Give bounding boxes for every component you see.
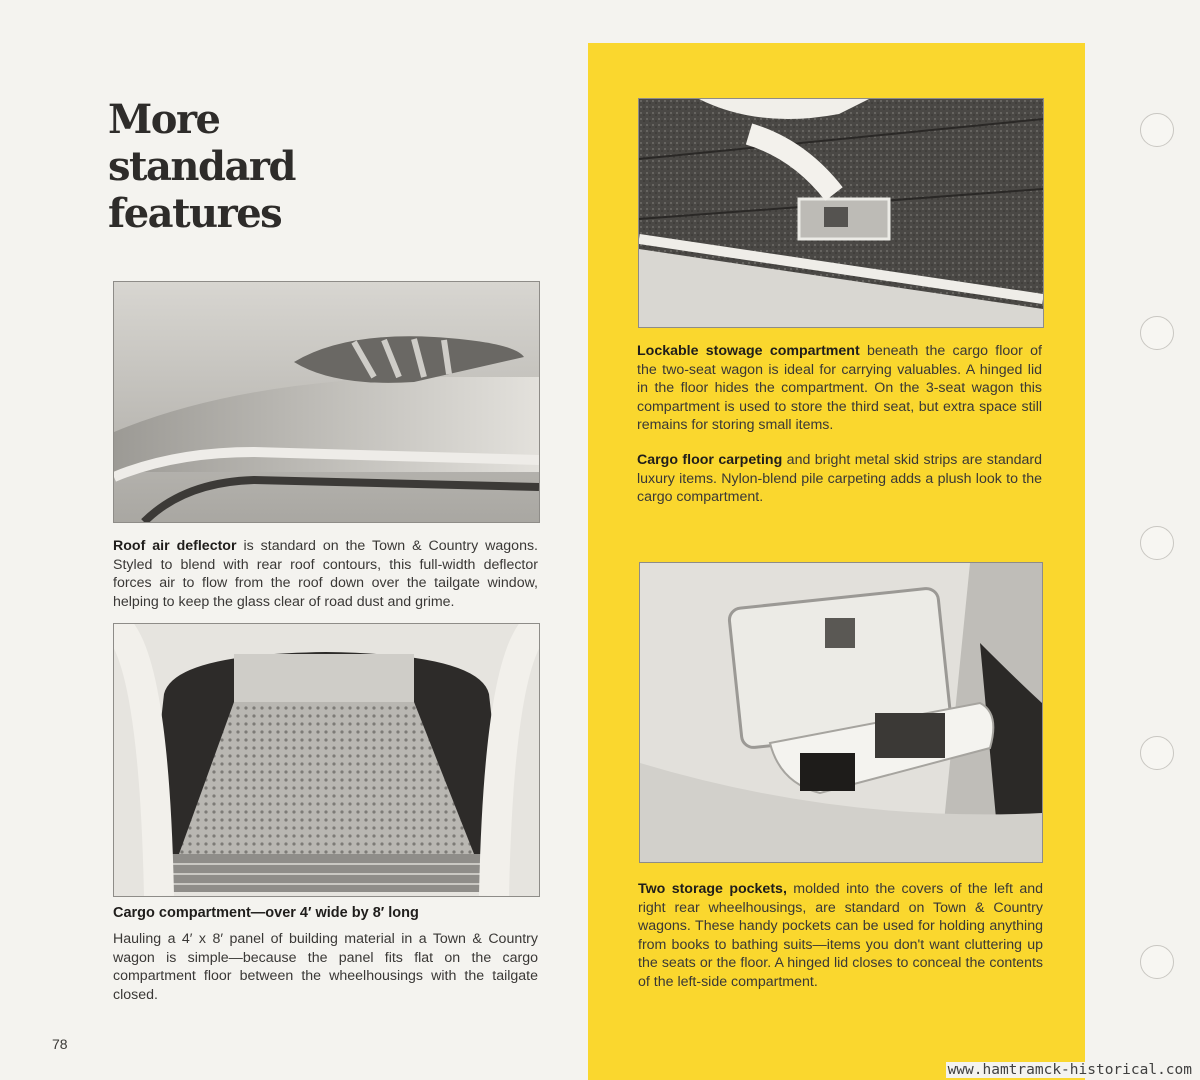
title-line-3: features — [108, 190, 282, 237]
title-line-1: More — [108, 96, 220, 143]
roof-deflector-lead: Roof air deflector — [113, 538, 237, 554]
cargo-heading: Cargo compartment—over 4′ wide by 8′ long — [113, 905, 419, 921]
roof-deflector-caption — [113, 537, 538, 611]
watermark: www.hamtramck-historical.com — [947, 1062, 1192, 1078]
lockable-text: beneath the cargo floor of the two-seat wagon is ideal for carrying valuables. A hinged lid in the floor hides the compartment. On the 3-seat wagon this compartment is used to store the third seat, but extra space still remains for storing small items. — [637, 343, 1042, 434]
title-line-2: standard — [108, 143, 295, 190]
roof-deflector-text: is standard on the Town & Country wagons. Styled to blend with rear roof contours, this full-width deflector forces air to flow from the roof down over the tailgate window, helping to keep the glass clear of road dust and grime. — [113, 538, 538, 610]
carpeting-lead: Cargo floor carpeting — [637, 452, 783, 468]
pockets-lead: Two storage pockets, — [638, 881, 787, 897]
lockable-lead: Lockable stowage compartment — [637, 343, 860, 359]
pockets-text: molded into the covers of the left and right rear wheelhousings, are standard on Town & Country wagons. These handy pockets can be used for holding anything from books to bathing suits—items you don't want cluttering up the seats or the floor. A hinged lid closes to conceal the contents of the left-side compartment. — [638, 881, 1043, 990]
page-title — [108, 96, 368, 237]
lockable-compartment-photo — [638, 98, 1044, 328]
cargo-caption: Hauling a 4′ x 8′ panel of building material in a Town & Country wagon is simple—because the panel fits flat on the cargo compartment floor between the wheelhousings with the tailgate closed. — [113, 931, 538, 1003]
binder-hole-5 — [1140, 945, 1174, 979]
binder-hole-1 — [1140, 113, 1174, 147]
page-number: 78 — [52, 1036, 68, 1052]
storage-pockets-photo — [639, 562, 1043, 863]
roof-deflector-photo — [113, 281, 540, 523]
lockable-caption — [637, 342, 1042, 435]
binder-hole-3 — [1140, 526, 1174, 560]
cargo-compartment-photo — [113, 623, 540, 897]
pockets-caption — [638, 880, 1043, 992]
carpeting-caption — [637, 451, 1042, 507]
carpeting-text: and bright metal skid strips are standard luxury items. Nylon-blend pile carpeting adds a plush look to the cargo compartment. — [637, 452, 1042, 506]
binder-hole-2 — [1140, 316, 1174, 350]
binder-hole-4 — [1140, 736, 1174, 770]
